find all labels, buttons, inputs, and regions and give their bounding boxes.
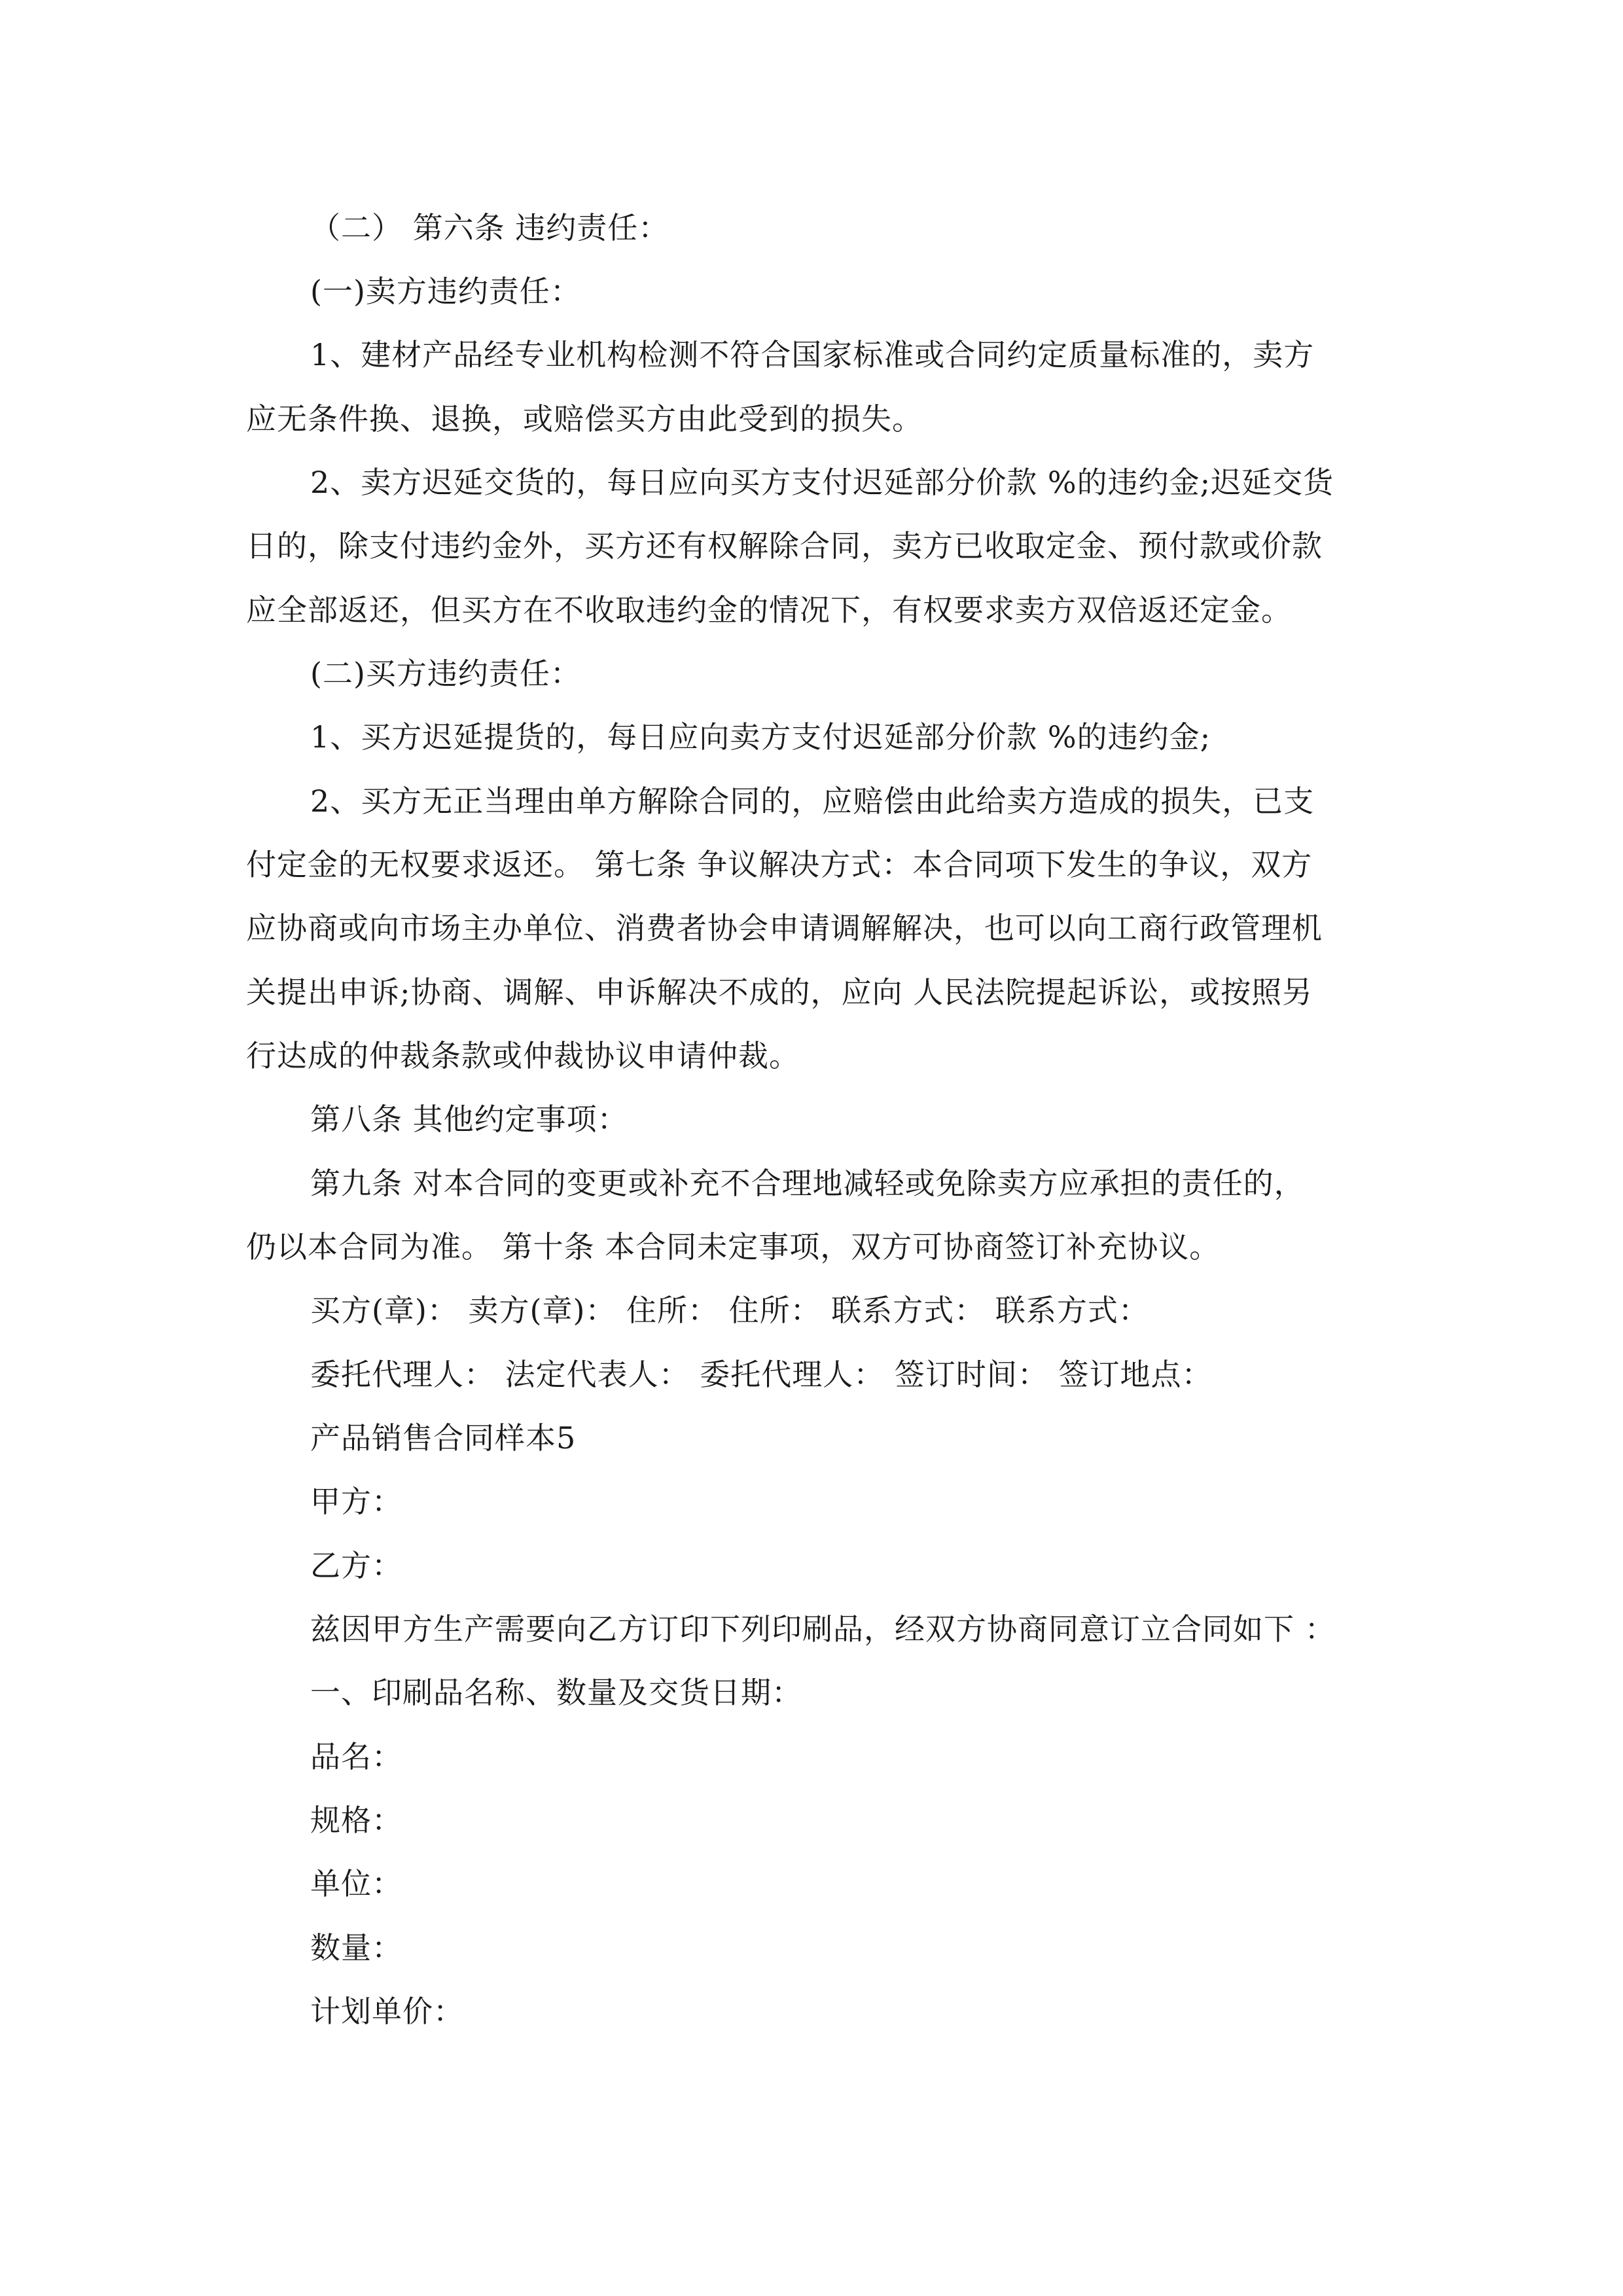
field-quantity: 数量： bbox=[310, 1930, 402, 1965]
paragraph-line: 应协商或向市场主办单位、消费者协会申请调解解决，也可以向工商行政管理机 bbox=[246, 910, 1323, 946]
paragraph-line: 日的，除支付违约金外，买方还有权解除合同，卖方已收取定金、预付款或价款 bbox=[246, 528, 1323, 564]
paragraph-line: 应无条件换、退换，或赔偿买方由此受到的损失。 bbox=[246, 401, 923, 437]
field-product-name: 品名： bbox=[310, 1739, 402, 1774]
paragraph-line: 关提出申诉;协商、调解、申诉解决不成的，应向 人民法院提起诉讼，或按照另 bbox=[246, 975, 1313, 1010]
paragraph-line: 仍以本合同为准。 第十条 本合同未定事项，双方可协商签订补充协议。 bbox=[246, 1229, 1221, 1265]
paragraph-line: 1、建材产品经专业机构检测不符合国家标准或合同约定质量标准的，卖方 bbox=[310, 337, 1315, 372]
field-planned-unit-price: 计划单价： bbox=[310, 1994, 464, 2029]
paragraph-line: 2、买方无正当理由单方解除合同的，应赔偿由此给卖方造成的损失，已支 bbox=[310, 783, 1315, 819]
signature-fields-row-2: 委托代理人： 法定代表人： 委托代理人： 签订时间： 签订地点： bbox=[310, 1357, 1213, 1392]
paragraph-line: 1、买方迟延提货的，每日应向卖方支付迟延部分价款 %的违约金; bbox=[310, 719, 1211, 755]
field-specification: 规格： bbox=[310, 1803, 402, 1838]
paragraph-line: 第九条 对本合同的变更或补充不合理地减轻或免除卖方应承担的责任的， bbox=[310, 1166, 1305, 1201]
contract-sample-title: 产品销售合同样本5 bbox=[310, 1420, 577, 1456]
section-heading-article-8: 第八条 其他约定事项： bbox=[310, 1102, 628, 1137]
paragraph-line: 行达成的仲裁条款或仲裁协议申请仲裁。 bbox=[246, 1038, 800, 1073]
paragraph-line: 应全部返还，但买方在不收取违约金的情况下，有权要求卖方双倍返还定金。 bbox=[246, 592, 1292, 628]
section-heading-article-6: （二） 第六条 违约责任： bbox=[310, 210, 669, 245]
subheading-seller-liability: (一)卖方违约责任： bbox=[310, 274, 581, 309]
section-heading-1: 一、印刷品名称、数量及交货日期： bbox=[310, 1675, 802, 1710]
subheading-buyer-liability: (二)买方违约责任： bbox=[310, 656, 581, 691]
field-unit: 单位： bbox=[310, 1866, 402, 1901]
signature-fields-row-1: 买方(章)： 卖方(章)： 住所： 住所： 联系方式： 联系方式： bbox=[310, 1293, 1149, 1328]
party-a-label: 甲方： bbox=[310, 1484, 402, 1519]
paragraph-line: 付定金的无权要求返还。 第七条 争议解决方式：本合同项下发生的争议，双方 bbox=[246, 847, 1313, 882]
party-b-label: 乙方： bbox=[310, 1548, 402, 1583]
paragraph-line: 兹因甲方生产需要向乙方订印下列印刷品，经双方协商同意订立合同如下 ： bbox=[310, 1611, 1336, 1647]
paragraph-line: 2、卖方迟延交货的，每日应向买方支付迟延部分价款 %的违约金;迟延交货 bbox=[310, 465, 1334, 500]
